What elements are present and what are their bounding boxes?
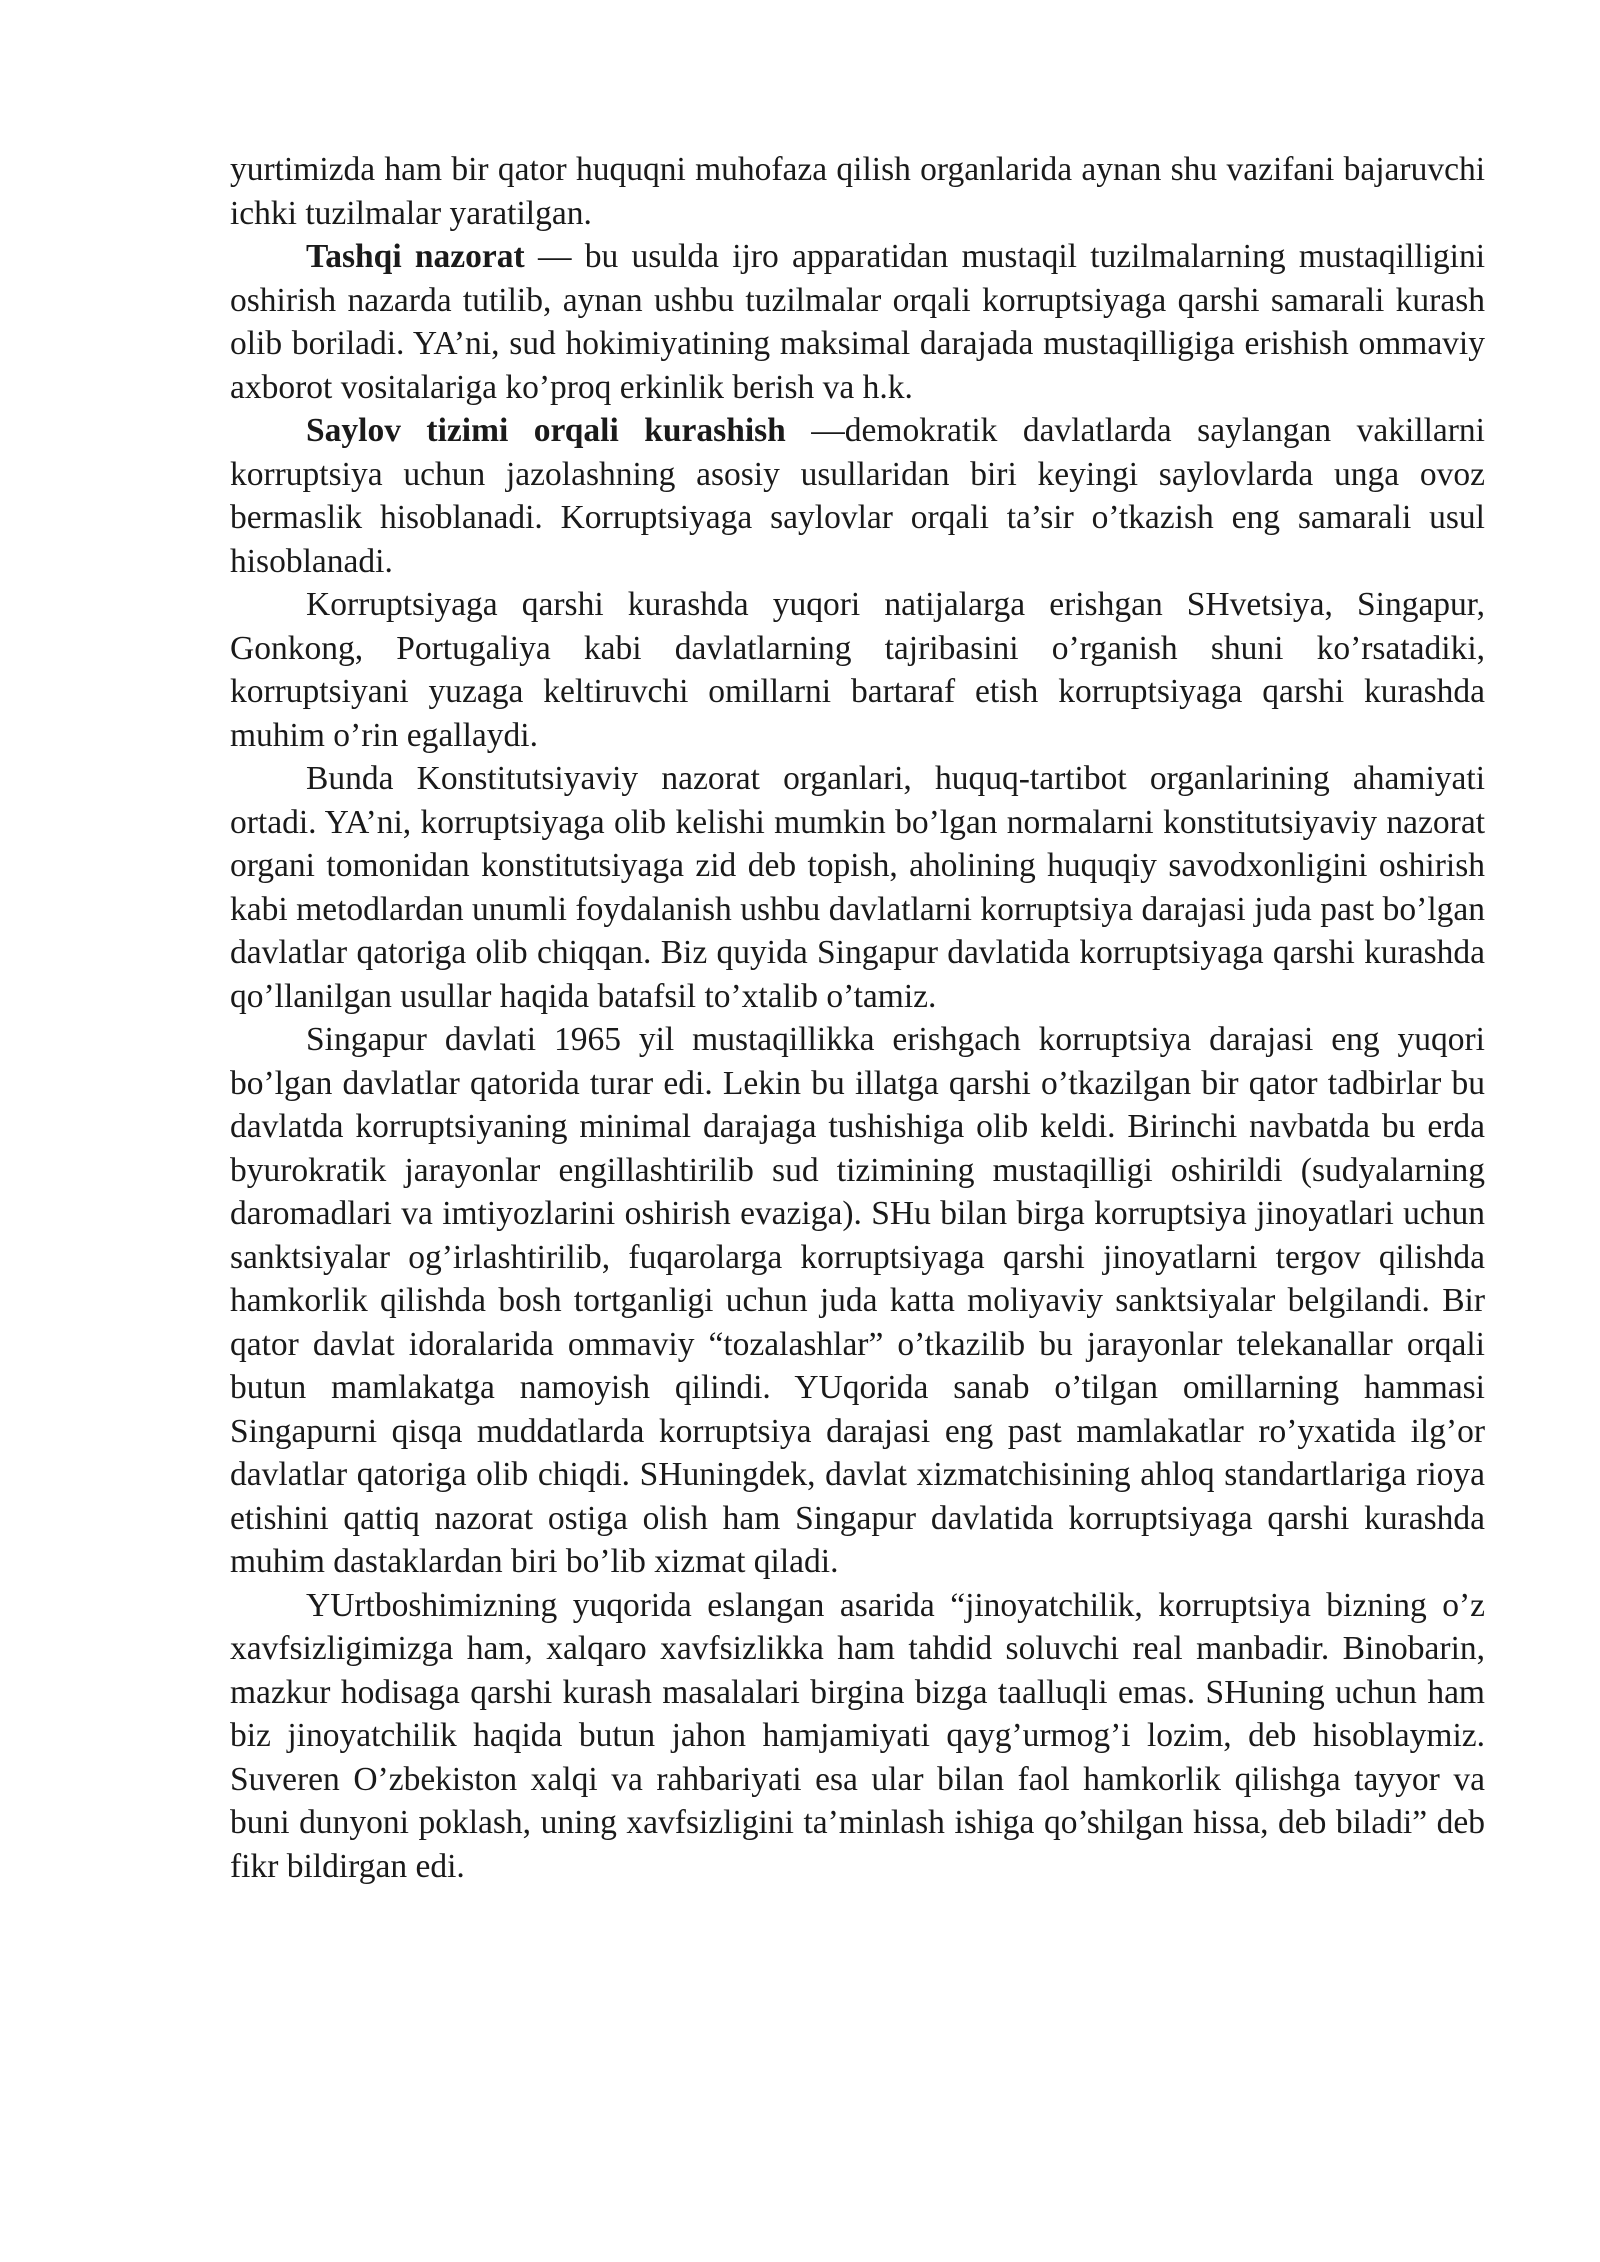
paragraph-text: yurtimizda ham bir qator huquqni muhofaza qilish organlarida aynan shu vazifani bajaruvchi ichki tuzilmalar yaratilgan. xyxy=(230,151,1485,232)
paragraph-text: —demokratik davlatlarda saylangan vakillarni korruptsiya uchun jazolashning asosiy usullaridan biri keyingi saylovlarda unga ovoz bermaslik hisoblanadi. Korruptsiyaga saylovlar orqali ta’sir o’tkazish eng samarali usul hisoblanadi. xyxy=(230,412,1485,580)
document-page xyxy=(230,148,1485,1888)
paragraph-text: — bu usulda ijro apparatidan mustaqil tuzilmalarning mustaqilligini oshirish nazarda tutilib, aynan ushbu tuzilmalar orqali korruptsiyaga qarshi samarali kurash olib boriladi. YA’ni, sud hokimiyatining maksimal darajada mustaqilligiga erishish ommaviy axborot vositalariga ko’proq erkinlik berish va h.k. xyxy=(230,238,1485,406)
paragraph-3 xyxy=(230,409,1485,583)
paragraph-text: YUrtboshimizning yuqorida eslangan asarida “jinoyatchilik, korruptsiya bizning o’z xavfsizligimizga ham, xalqaro xavfsizlikka ham tahdid soluvchi real manbadir. Binobarin, mazkur hodisaga qarshi kurash masalalari birgina bizga taalluqli emas. SHuning uchun ham biz jinoyatchilik haqida butun jahon hamjamiyati qayg’urmog’i lozim, deb hisoblaymiz. Suveren O’zbekiston xalqi va rahbariyati esa ular bilan faol hamkorlik qilishga tayyor va buni dunyoni poklash, uning xavfsizligini ta’minlash ishiga qo’shilgan hissa, deb biladi” deb fikr bildirgan edi. xyxy=(230,1586,1485,1885)
paragraph-4 xyxy=(230,583,1485,757)
paragraph-text: Bunda Konstitutsiyaviy nazorat organlari, huquq-tartibot organlarining ahamiyati ortadi. YA’ni, korruptsiyaga olib kelishi mumkin bo’lgan normalarni konstitutsiyaviy nazorat organi tomonidan konstitutsiyaga zid deb topish, aholining huquqiy savodxonligini oshirish kabi metodlardan unumli foydalanish ushbu davlatlarni korruptsiya darajasi juda past bo’lgan davlatlar qatoriga olib chiqqan. Biz quyida Singapur davlatida korruptsiyaga qarshi kurashda qo’llanilgan usullar haqida batafsil to’xtalib o’tamiz. xyxy=(230,760,1485,1015)
paragraph-6 xyxy=(230,1018,1485,1584)
paragraph-1 xyxy=(230,148,1485,235)
paragraph-text: Singapur davlati 1965 yil mustaqillikka erishgach korruptsiya darajasi eng yuqori bo’lgan davlatlar qatorida turar edi. Lekin bu illatga qarshi o’tkazilgan bir qator tadbirlar bu davlatda korruptsiyaning minimal darajaga tushishiga olib keldi. Birinchi navbatda bu erda byurokratik jarayonlar engillashtirilib sud tizimining mustaqilligi oshirildi (sudyalarning daromadlari va imtiyozlarini oshirish evaziga). SHu bilan birga korruptsiya jinoyatlari uchun sanktsiyalar og’irlashtirilib, fuqarolarga korruptsiyaga qarshi jinoyatlarni tergov qilishda hamkorlik qilishda bosh tortganligi uchun juda katta moliyaviy sanktsiyalar belgilandi. Bir qator davlat idoralarida ommaviy “tozalashlar” o’tkazilib bu jarayonlar telekanallar orqali butun mamlakatga namoyish qilindi. YUqorida sanab o’tilgan omillarning hammasi Singapurni qisqa muddatlarda korruptsiya darajasi eng past mamlakatlar ro’yxatida ilg’or davlatlar qatoriga olib chiqdi. SHuningdek, davlat xizmatchisining ahloq standartlariga rioya etishini qattiq nazorat ostiga olish ham Singapur davlatida korruptsiyaga qarshi kurashda muhim dastaklardan biri bo’lib xizmat qiladi. xyxy=(230,1021,1485,1580)
bold-term: Saylov tizimi orqali kurashish xyxy=(306,412,786,449)
paragraph-7 xyxy=(230,1584,1485,1889)
paragraph-text: Korruptsiyaga qarshi kurashda yuqori natijalarga erishgan SHvetsiya, Singapur, Gonkong, Portugaliya kabi davlatlarning tajribasini o’rganish shuni ko’rsatadiki, korruptsiyani yuzaga keltiruvchi omillarni bartaraf etish korruptsiyaga qarshi kurashda muhim o’rin egallaydi. xyxy=(230,586,1485,754)
paragraph-5 xyxy=(230,757,1485,1018)
paragraph-2 xyxy=(230,235,1485,409)
bold-term: Tashqi nazorat xyxy=(306,238,525,275)
